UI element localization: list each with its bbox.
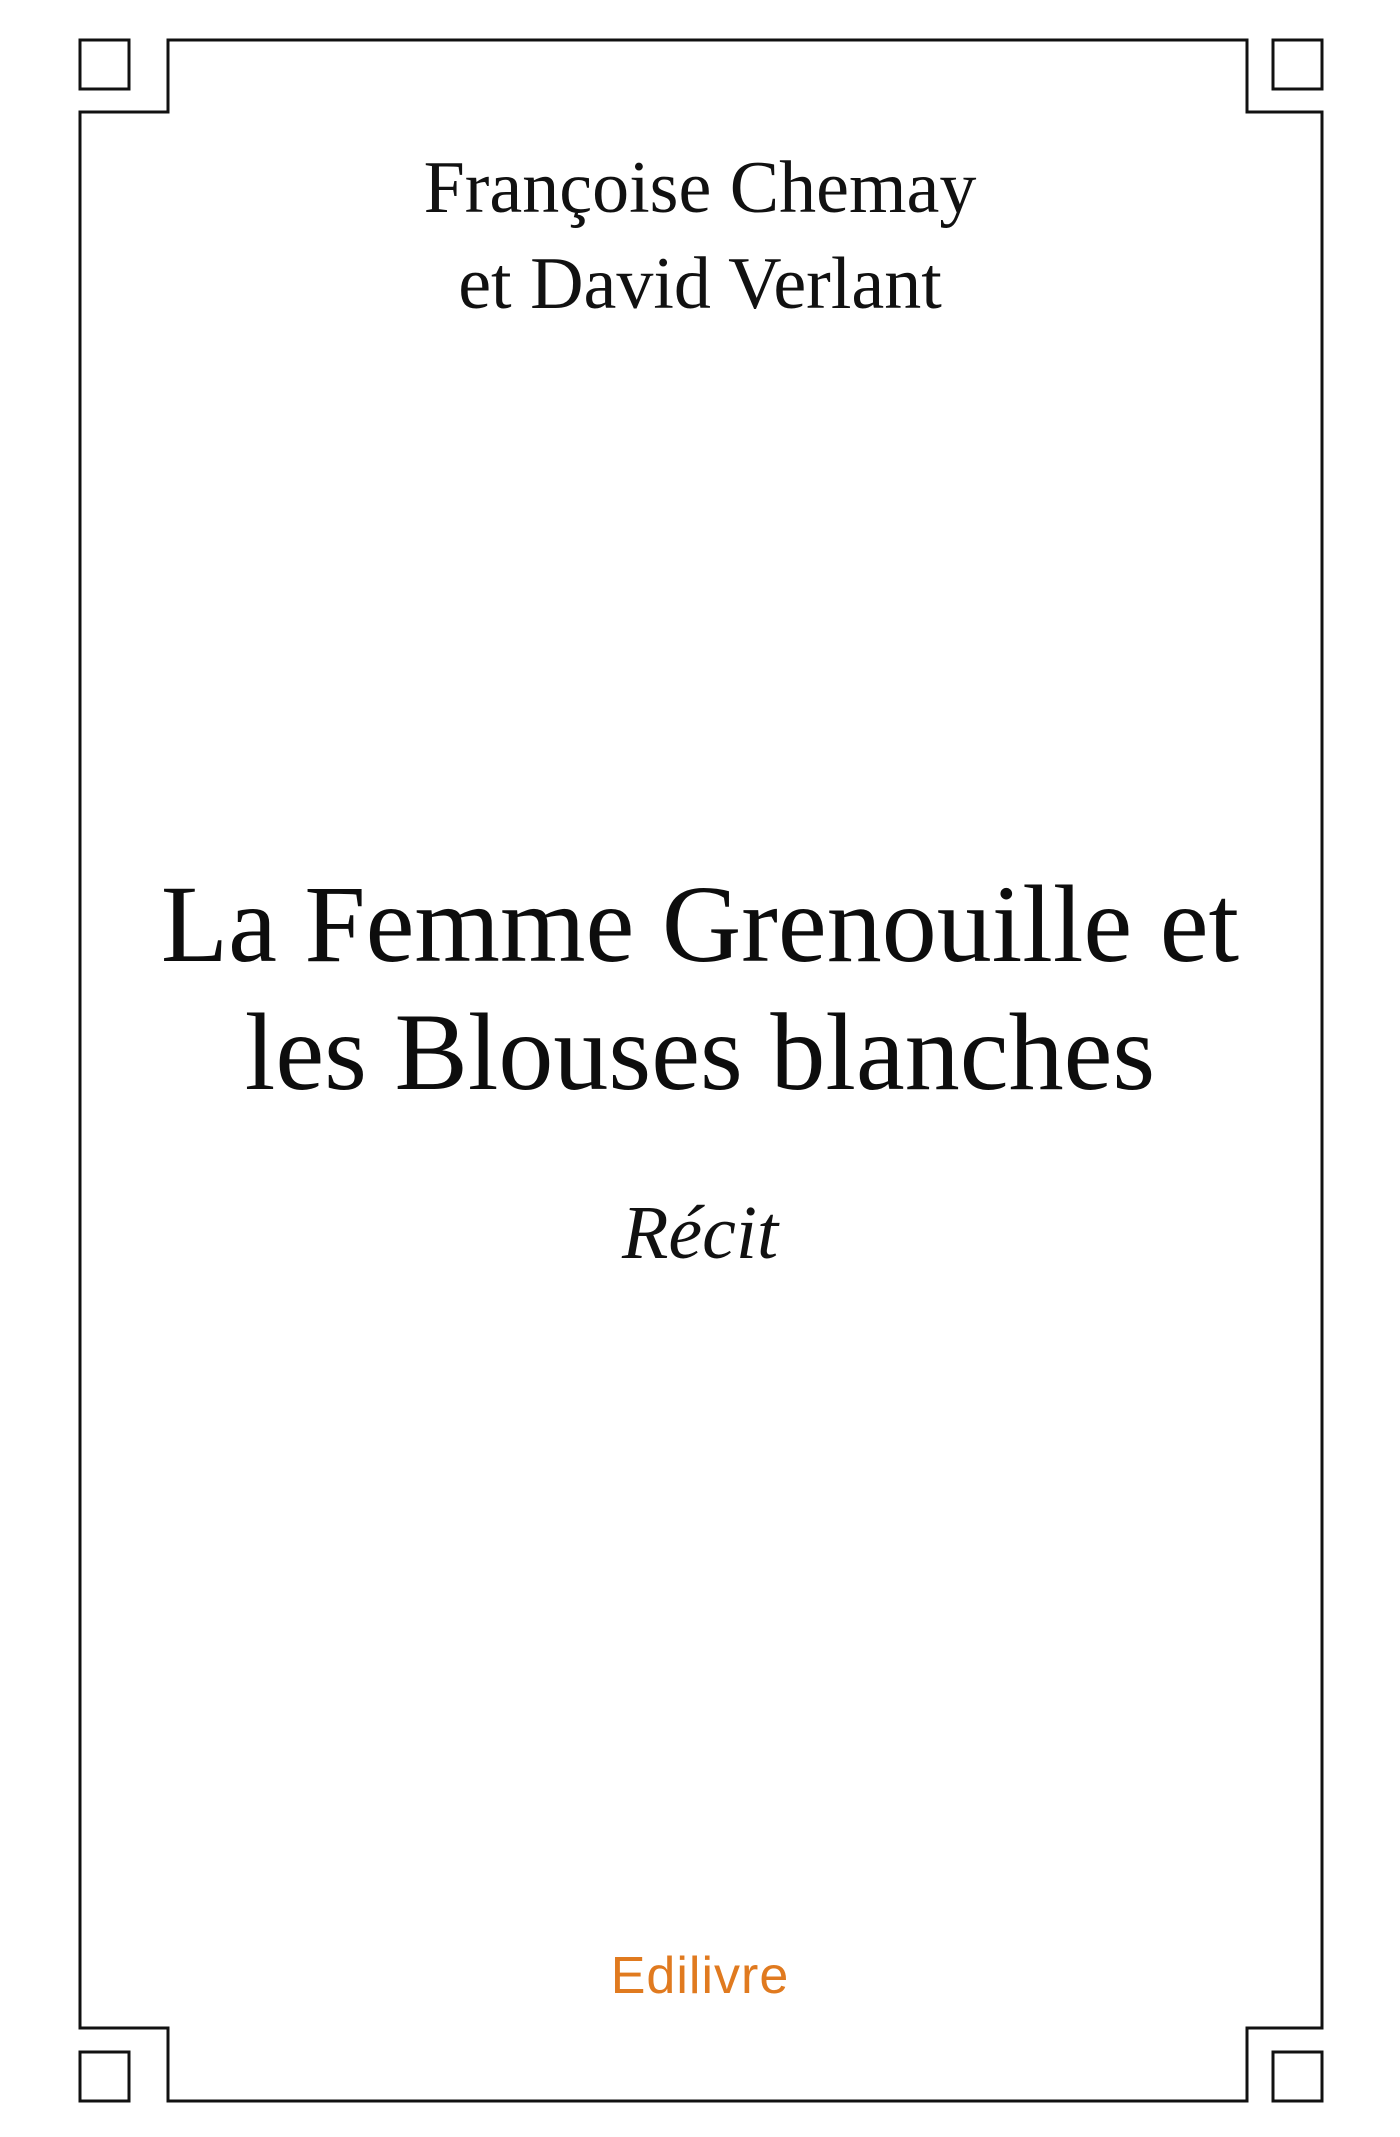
- corner-square-top-left: [80, 40, 129, 89]
- corner-square-bottom-right: [1273, 2052, 1322, 2101]
- corner-square-top-right: [1273, 40, 1322, 89]
- book-title: [0, 860, 1400, 1116]
- publisher-logo: Edilivre: [610, 1947, 790, 2005]
- authors: [0, 140, 1400, 332]
- title-line-1: La Femme Grenouille et: [160, 863, 1240, 985]
- author-line-1: Françoise Chemay: [423, 147, 977, 229]
- author-line-2: et David Verlant: [458, 243, 942, 325]
- title-line-2: les Blouses blanches: [244, 991, 1156, 1113]
- genre-label: Récit: [621, 1191, 779, 1275]
- corner-square-bottom-left: [80, 2052, 129, 2101]
